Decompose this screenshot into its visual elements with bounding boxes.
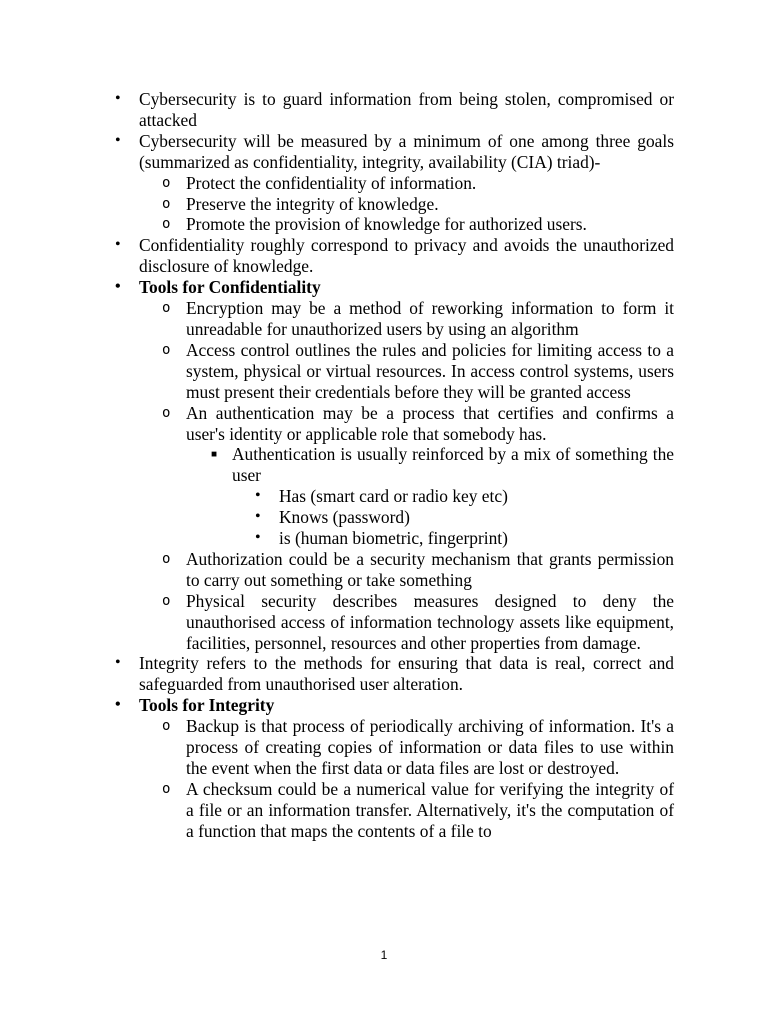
list-item [115, 695, 674, 716]
list-item-text: Cybersecurity will be measured by a minimum of one among three goals (summarized as confidentiality, integrity, availability (CIA) triad)- [139, 130, 674, 172]
list-item-text: is (human biometric, fingerprint) [279, 528, 508, 549]
list-item-text: An authentication may be a process that certifies and confirms a user's identity or applicable role that somebody has. [186, 402, 674, 444]
hollow-circle-bullet-icon: o [162, 592, 171, 609]
list-item [115, 277, 674, 298]
list-item-text: Integrity refers to the methods for ensuring that data is real, correct and safeguarded from unauthorised user alteration. [139, 653, 674, 695]
list-item [115, 653, 674, 695]
hollow-circle-bullet-icon: o [162, 780, 171, 797]
list-item-text: Backup is that process of periodically archiving of information. It's a process of creating copies of information or data files to use within the event when the first data or data files are lost or destroyed. [186, 716, 674, 778]
list-item-text: Authentication is usually reinforced by a mix of something the user [232, 444, 674, 486]
hollow-circle-bullet-icon: o [162, 216, 171, 233]
list-item-text: Tools for Integrity [139, 695, 275, 716]
filled-circle-bullet-icon: • [115, 278, 121, 296]
list-item [255, 486, 674, 507]
list-item-text: A checksum could be a numerical value for verifying the integrity of a file or an information transfer. Alternatively, it's the computation of a function that maps the contents of a file to [186, 778, 674, 841]
page-number: 1 [380, 948, 388, 962]
square-bullet-icon: ■ [211, 449, 218, 461]
list-item-text: Encryption may be a method of reworking information to form it unreadable for unauthorized users by using an algorithm [186, 298, 674, 339]
list-item [115, 235, 674, 277]
hollow-circle-bullet-icon: o [162, 718, 171, 735]
list-item [162, 214, 674, 235]
filled-circle-bullet-icon: • [115, 90, 121, 107]
list-item-text: Preserve the integrity of knowledge. [186, 193, 439, 214]
list-item [162, 339, 674, 403]
list-item [162, 778, 674, 842]
list-item [162, 716, 674, 779]
hollow-circle-bullet-icon: o [162, 195, 171, 212]
list-item-text: Cybersecurity is to guard information from being stolen, compromised or attacked [139, 89, 674, 130]
list-item-text: Authorization could be a security mechanism that grants permission to carry out something or take something [186, 548, 674, 590]
filled-circle-bullet-icon: • [255, 487, 261, 505]
list-item-text: Promote the provision of knowledge for authorized users. [186, 214, 587, 235]
hollow-circle-bullet-icon: o [162, 300, 171, 317]
hollow-circle-bullet-icon: o [162, 341, 171, 358]
list-item-text: Physical security describes measures designed to deny the unauthorised access of information technology assets like equipment, facilities, personnel, resources and other properties from damage. [186, 590, 674, 653]
list-item [162, 548, 674, 591]
filled-circle-bullet-icon: • [115, 131, 121, 149]
filled-circle-bullet-icon: • [255, 529, 261, 547]
filled-circle-bullet-icon: • [115, 236, 121, 254]
hollow-circle-bullet-icon: o [162, 174, 171, 191]
filled-circle-bullet-icon: • [115, 654, 121, 672]
list-item [162, 402, 674, 445]
bullet-list [115, 89, 674, 842]
list-item-text: Tools for Confidentiality [139, 277, 321, 298]
list-item [255, 507, 674, 528]
list-item [162, 298, 674, 340]
hollow-circle-bullet-icon: o [162, 404, 171, 421]
list-item [255, 528, 674, 549]
list-item-text: Has (smart card or radio key etc) [279, 486, 508, 507]
filled-circle-bullet-icon: • [255, 508, 261, 526]
list-item [162, 172, 674, 194]
list-item-text: Protect the confidentiality of information. [186, 172, 477, 193]
list-item-text: Confidentiality roughly correspond to privacy and avoids the unauthorized disclosure of knowledge. [139, 235, 674, 277]
list-item [211, 444, 674, 486]
hollow-circle-bullet-icon: o [162, 550, 171, 567]
list-item-text: Knows (password) [279, 507, 410, 528]
list-item [115, 89, 674, 131]
filled-circle-bullet-icon: • [115, 696, 121, 714]
list-item-text: Access control outlines the rules and policies for limiting access to a system, physical or virtual resources. In access control systems, users must present their credentials before they will be granted access [186, 339, 674, 402]
list-item [162, 193, 674, 215]
list-item [162, 590, 674, 654]
list-item [115, 130, 674, 173]
